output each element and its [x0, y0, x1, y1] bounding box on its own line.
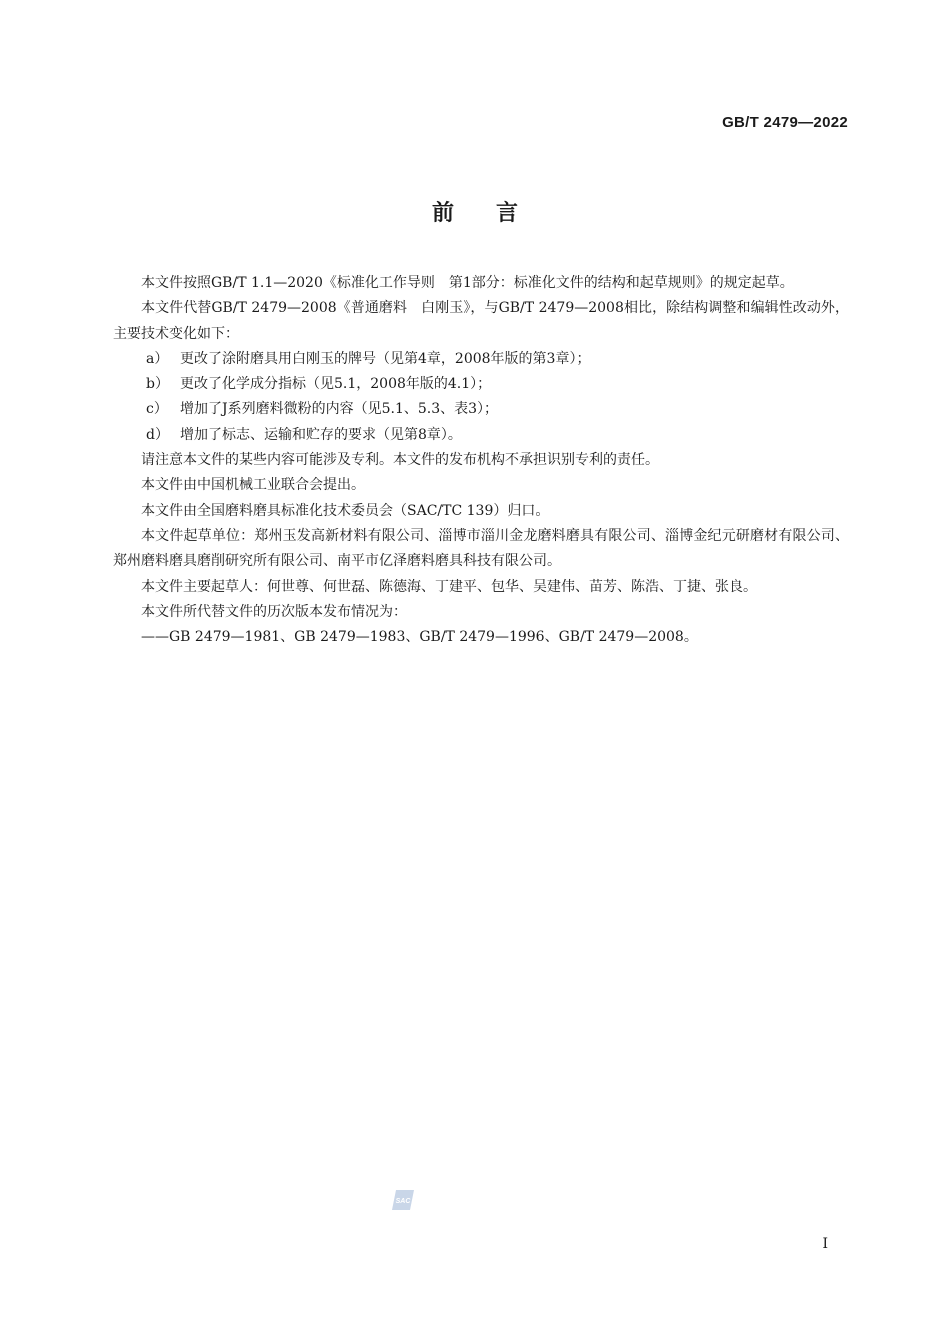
paragraph-drafting-units: 本文件起草单位：郑州玉发高新材料有限公司、淄博市淄川金龙磨料磨具有限公司、淄博金纪元研磨材有限公司、郑州磨料磨具磨削研究所有限公司、南平市亿泽磨料磨具科技有限公司。 — [113, 527, 849, 570]
change-item — [113, 423, 849, 448]
change-item-label: c） — [146, 401, 168, 418]
foreword-body — [113, 271, 849, 650]
paragraph-drafting-rules: 本文件按照GB/T 1.1—2020《标准化工作导则 第1部分：标准化文件的结构和起草规则》的规定起草。 — [141, 275, 794, 291]
paragraph-history-intro: 本文件所代替文件的历次版本发布情况为： — [141, 603, 407, 620]
change-item-text: 更改了化学成分指标（见5.1，2008年版的4.1）； — [180, 376, 492, 393]
change-item-text: 更改了涂附磨具用白刚玉的牌号（见第4章，2008年版的第3章）； — [180, 350, 591, 367]
standard-number: GB/T 2479—2022 — [722, 114, 848, 131]
page-number: I — [822, 1236, 828, 1252]
page-title: 前言 — [431, 201, 560, 226]
paragraph-replacement: 本文件代替GB/T 2479—2008《普通磨料 白刚玉》，与GB/T 2479—2008相比，除结构调整和编辑性改动外，主要技术变化如下： — [113, 300, 849, 342]
change-item — [113, 372, 849, 397]
paragraph-history-list: ——GB 2479—1981、GB 2479—1983、GB/T 2479—1996、GB/T 2479—2008。 — [141, 629, 698, 646]
change-item-text: 增加了J系列磨料微粉的内容（见5.1、5.3、表3）； — [180, 401, 499, 418]
change-item — [113, 397, 849, 422]
change-item-label: d） — [146, 426, 169, 443]
change-item-label: b） — [146, 376, 169, 393]
paragraph-drafters: 本文件主要起草人：何世尊、何世磊、陈德海、丁建平、包华、吴建伟、苗芳、陈浩、丁捷、张良。 — [141, 578, 757, 595]
sac-logo-text: SAC — [395, 1198, 411, 1205]
change-item — [113, 347, 849, 372]
change-item-text: 增加了标志、运输和贮存的要求（见第8章）。 — [180, 426, 462, 443]
paragraph-proposer: 本文件由中国机械工业联合会提出。 — [141, 477, 365, 494]
sac-logo-icon — [390, 1187, 416, 1213]
change-item-label: a） — [146, 350, 169, 367]
paragraph-patent-notice: 请注意本文件的某些内容可能涉及专利。本文件的发布机构不承担识别专利的责任。 — [141, 452, 659, 469]
paragraph-committee: 本文件由全国磨料磨具标准化技术委员会（SAC/TC 139）归口。 — [141, 502, 550, 519]
